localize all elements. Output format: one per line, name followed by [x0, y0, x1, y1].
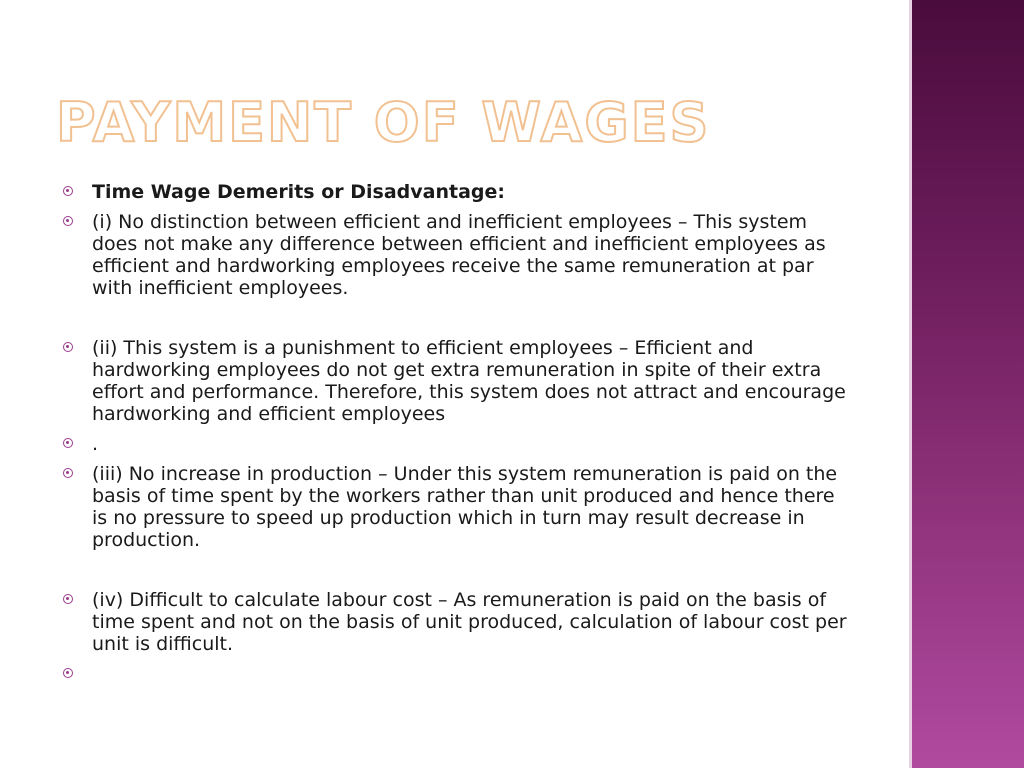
bullet-text: (i) No distinction between efficient and inefficient employees – This system does not make any difference between efficient and inefficient employees as efficient and hardworking employees receive the same remuneration at par with inefficient employees. [92, 211, 826, 299]
bullet-text: Time Wage Demerits or Disadvantage: [92, 181, 505, 203]
bullet-text: (ii) This system is a punishment to efficient employees – Efficient and hardworking employees do not get extra remuneration in spite of their extra effort and performance. Therefore, this system does not attract and encourage hardworking and efficient employees [92, 337, 846, 425]
slide-title: PAYMENT OF WAGES [56, 91, 711, 154]
bullet-text: (iv) Difficult to calculate labour cost – As remuneration is paid on the basis of time spent and not on the basis of unit produced, calculation of labour cost per unit is difficult. [92, 589, 847, 655]
bullet-text: . [92, 433, 99, 455]
bullet-item-heading [60, 181, 850, 203]
circle-bullet-icon [63, 216, 73, 226]
side-decorative-panel [912, 0, 1024, 768]
circle-bullet-icon [63, 438, 73, 448]
circle-bullet-icon [63, 468, 73, 478]
bullet-item-5 [60, 589, 850, 655]
circle-bullet-icon [63, 186, 73, 196]
bullet-text: (iii) No increase in production – Under this system remuneration is paid on the basis of time spent by the workers rather than unit produced and hence there is no pressure to speed up production which in turn may result decrease in production. [92, 463, 838, 551]
bullet-list [60, 181, 850, 693]
bullet-item-2 [60, 337, 850, 425]
bullet-item-4 [60, 463, 850, 551]
circle-bullet-icon [63, 594, 73, 604]
bullet-text [92, 663, 98, 685]
bullet-item-3 [60, 433, 850, 455]
bullet-item-1 [60, 211, 850, 299]
circle-bullet-icon [63, 668, 73, 678]
bullet-item-6 [60, 663, 850, 685]
circle-bullet-icon [63, 342, 73, 352]
